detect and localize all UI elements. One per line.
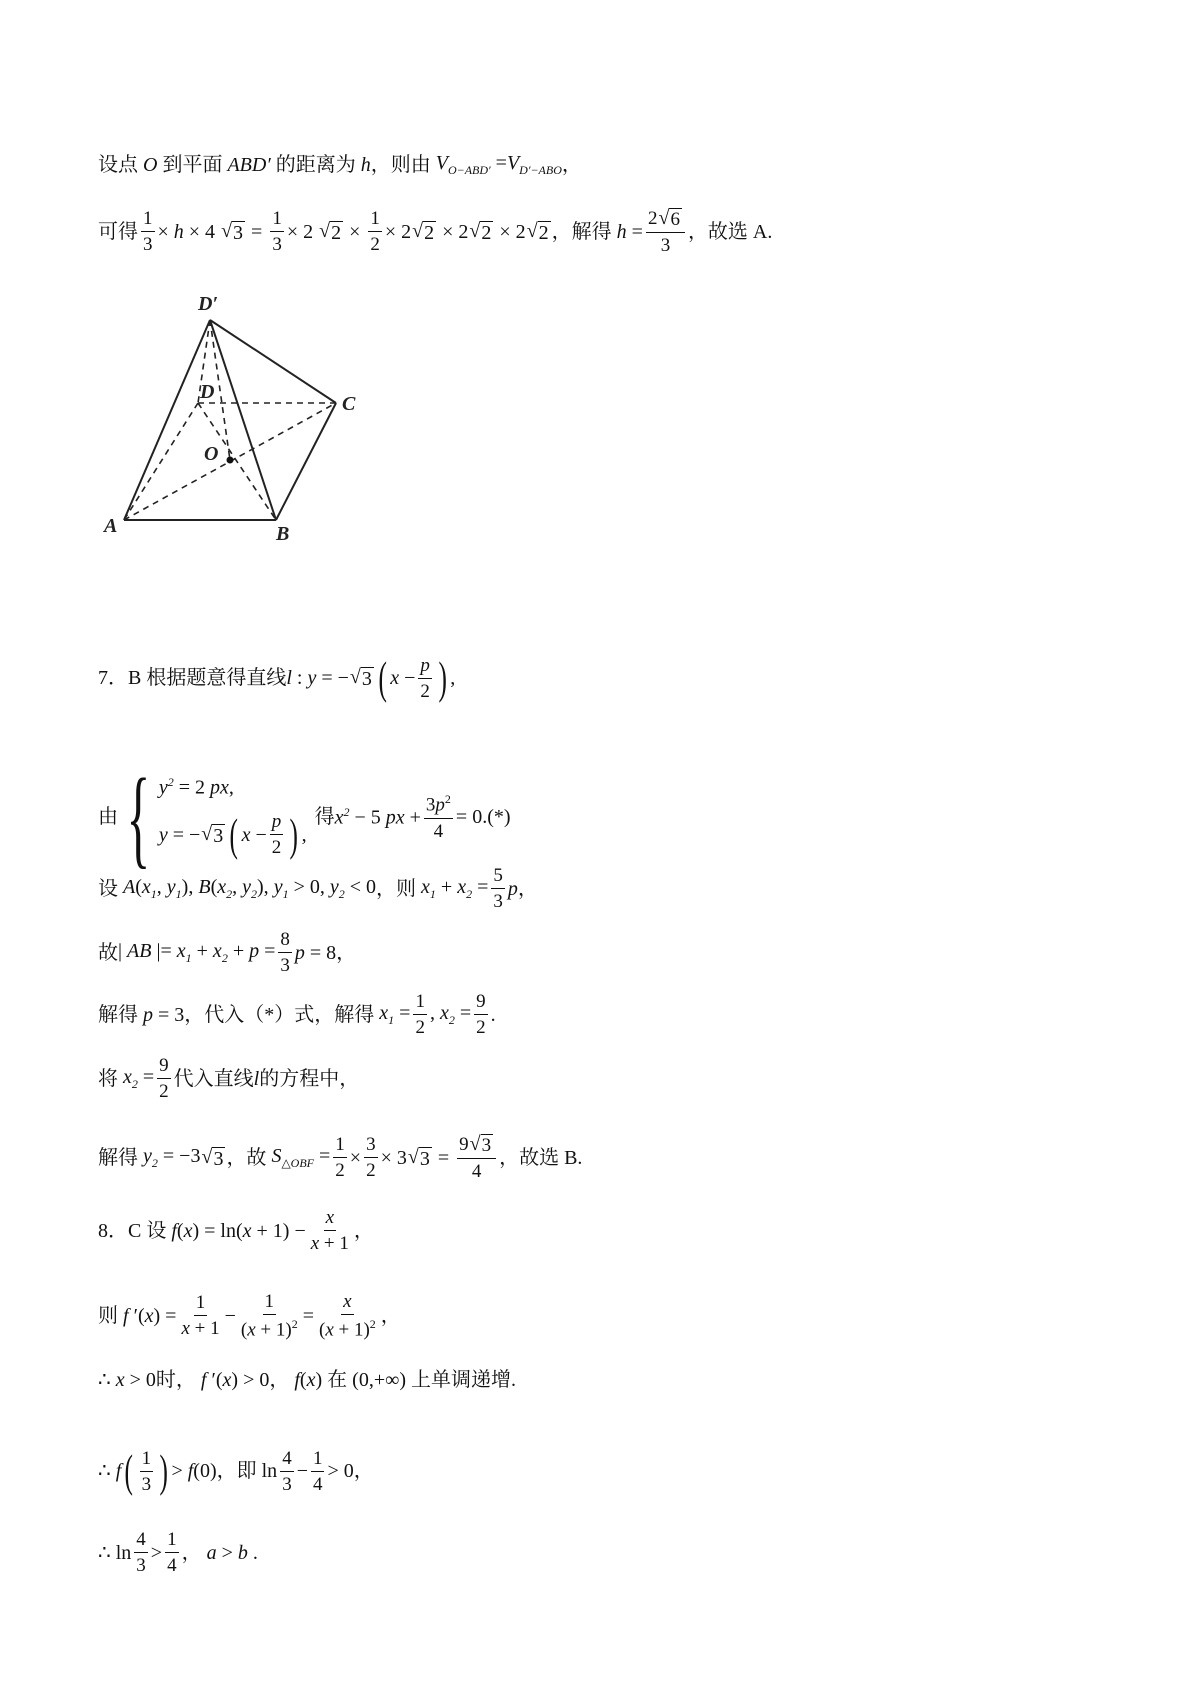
math: h = (611, 220, 643, 243)
fraction: $\frac{1}{2}$ (370, 208, 380, 255)
edge-DpC (210, 320, 336, 403)
text: 的距离为 (275, 153, 356, 176)
text: 时， (155, 1369, 196, 1391)
fraction: $\frac{3p^2}{4}$ (425, 792, 451, 842)
math: l : y = − (286, 667, 349, 689)
q8-line-5 (98, 1530, 258, 1575)
math: × 2 (494, 220, 526, 243)
text: 8．C 设 (98, 1219, 167, 1242)
edge-DpA (124, 320, 210, 520)
math: p (507, 877, 518, 900)
math: , $x_2$ = (429, 1002, 472, 1027)
q8-line-4 (98, 1445, 374, 1496)
math: $S_{\triangle OBF}$ = (271, 1145, 331, 1170)
edge-DpB (210, 320, 276, 520)
text: 代入直线 (173, 1067, 254, 1090)
sqrt: √ 3 (221, 219, 244, 244)
text: ，故 (226, 1146, 272, 1169)
fraction: $\frac{1}{3}$ (143, 208, 153, 255)
q7-line-6 (98, 1056, 359, 1101)
math: > f(0) (171, 1460, 217, 1482)
math: × (344, 220, 366, 243)
math: $x_1 + x_2$ = (416, 876, 489, 901)
math: f(x) (294, 1369, 323, 1391)
text: 可得 (98, 220, 138, 243)
text: 得 (314, 806, 335, 828)
math: = (432, 1146, 455, 1169)
text: ，故选 B. (499, 1146, 583, 1169)
math: > 0 (327, 1460, 354, 1482)
paren: ) (159, 1445, 169, 1496)
fraction: $\frac{5}{3}$ (493, 865, 503, 912)
math: l (253, 1067, 260, 1090)
fraction: $\frac{1}{2}$ (335, 1134, 345, 1181)
math: x > 0 (110, 1369, 156, 1391)
text: ∴ (98, 1541, 111, 1564)
text: ，则 (376, 877, 417, 900)
math-h: h (355, 153, 371, 176)
paren: ( (378, 652, 387, 703)
text: ∴ (98, 1460, 111, 1482)
math: x − (390, 667, 416, 689)
math: × 2 (286, 220, 319, 243)
paren: ( (124, 1445, 134, 1496)
fraction: $\frac{1}{3}$ (272, 208, 282, 255)
math-ABD: ABD′ (222, 153, 276, 176)
text: ， (269, 1369, 295, 1391)
text: , (450, 667, 456, 689)
q7-line-7 (98, 1134, 582, 1181)
sqrt: √ 2 (412, 219, 435, 244)
math: ln (256, 1460, 278, 1482)
sqrt: √ 3 (407, 1145, 430, 1170)
math: = (246, 220, 268, 243)
label-Dp: D′ (198, 293, 219, 315)
text: ， (181, 1541, 207, 1564)
text: 将 (98, 1067, 118, 1090)
text: ，则由 (370, 153, 431, 176)
text: ， (380, 1304, 401, 1327)
fraction: $\frac{x}{x + 1}$ (310, 1207, 349, 1254)
q7-line-3 (98, 866, 538, 911)
math: × 3 (380, 1146, 407, 1169)
label-O: O (204, 443, 219, 465)
text: 设 (98, 877, 118, 900)
brace: { (126, 756, 151, 878)
math: (0,+∞) (347, 1369, 412, 1391)
text: ， (353, 1460, 374, 1482)
fraction: $\frac{9}{2}$ (476, 991, 486, 1038)
sqrt: √ 2 (319, 219, 342, 244)
math: f (110, 1460, 122, 1482)
text: ， (561, 153, 582, 176)
fraction: $\frac{1}{2}$ (415, 991, 425, 1038)
math-volume-eq: $V_{O-ABD'} =V_{D'-ABO}$ (430, 152, 562, 177)
text: ， (517, 877, 538, 900)
fraction: 2 √ 6 3 (646, 208, 685, 255)
math: $y_2 = -3$ (138, 1145, 201, 1170)
math: > (150, 1541, 163, 1564)
fraction: $\frac{8}{3}$ (280, 929, 290, 976)
text: ，代入（*）式，解得 (184, 1003, 375, 1026)
math: f ′(x) > 0 (195, 1369, 270, 1391)
q7-line-4 (98, 930, 356, 975)
text: 则 (98, 1304, 118, 1327)
fraction: $\frac{1}{4}$ (167, 1529, 177, 1576)
math: | AB |= $x_1 + x_2 + p$ = (118, 940, 276, 965)
text: ，即 (216, 1460, 257, 1482)
fraction: $\frac{1}{3}$ (141, 1447, 152, 1495)
paren: ) (438, 652, 447, 703)
q8-line-3 (98, 1370, 516, 1390)
math-O: O (138, 153, 163, 176)
sqrt: √ 3 (201, 1145, 224, 1170)
math: f(x) = ln(x + 1) − (166, 1219, 306, 1242)
fraction: $\frac{3}{2}$ (366, 1134, 376, 1181)
sqrt: √ 2 (526, 219, 549, 244)
q7-line-5 (98, 992, 496, 1037)
text: ，故选 A. (687, 220, 773, 243)
math: × h × 4 (157, 220, 221, 243)
math: a > b (206, 1541, 248, 1564)
fraction: $\frac{x}{(x + 1)^2}$ (318, 1291, 376, 1341)
fraction: $\frac{9}{2}$ (159, 1055, 169, 1102)
math: p = 3 (138, 1003, 185, 1026)
math: $x_2$ = (118, 1066, 155, 1091)
pyramid-figure (104, 293, 370, 550)
math: $x^2 - 5$ px + (334, 805, 421, 829)
equation-system (159, 776, 307, 858)
edge-BC (276, 403, 336, 520)
text: ，解得 (551, 220, 612, 243)
text: 解得 (98, 1003, 138, 1026)
text: 到平面 (162, 153, 223, 176)
equation-1: $y^2 = 2$ px, (158, 775, 234, 799)
q7-system (98, 756, 511, 878)
solution-line-1 (98, 153, 582, 176)
text: 在 (327, 1369, 348, 1391)
label-C: C (342, 393, 356, 415)
math: × 2 (437, 220, 469, 243)
text: 设点 (98, 153, 138, 176)
text: 由 (98, 806, 118, 828)
point-O (227, 457, 234, 464)
q7-line-1 (98, 652, 456, 703)
text: ， (353, 1219, 374, 1242)
math: f ′(x) = (118, 1304, 177, 1327)
text: 上单调递增. (411, 1369, 517, 1391)
label-A: A (104, 515, 118, 537)
fraction: $\frac{1}{(x + 1)^2}$ (240, 1291, 298, 1341)
math: = 0.(*) (455, 806, 511, 828)
fraction: $\frac{1}{x + 1}$ (181, 1292, 220, 1340)
text: 故 (98, 941, 118, 964)
math: = (302, 1304, 314, 1327)
q8-line-1 (98, 1208, 374, 1253)
sqrt: √ 2 (469, 219, 492, 244)
text: ， (336, 941, 357, 964)
math: $x_1$ = (374, 1002, 411, 1027)
fraction: $\frac{4}{3}$ (136, 1529, 146, 1576)
math: p = 8 (294, 941, 337, 964)
fraction: $\frac{1}{4}$ (312, 1447, 323, 1495)
label-B: B (276, 523, 290, 545)
text: ∴ (98, 1369, 111, 1391)
math: × 2 (384, 220, 412, 243)
text: 的方程中， (259, 1067, 360, 1090)
solution-line-2 (98, 208, 772, 255)
fraction: $\frac{4}{3}$ (282, 1447, 292, 1495)
math: ln (110, 1541, 132, 1564)
text: 7．B 根据题意得直线 (98, 667, 287, 689)
sqrt: √ 3 (349, 666, 372, 690)
q8-line-2 (98, 1292, 401, 1339)
fraction: $\frac{p}{2}$ (420, 654, 430, 702)
edge-DA (124, 403, 198, 520)
text: . (490, 1003, 496, 1026)
fraction: 9 √ 3 4 (457, 1134, 496, 1181)
math: × (349, 1146, 362, 1169)
label-D: D (200, 381, 215, 403)
math: $A(x_1$, $y_1$), $B(x_2$, $y_2$), $y_1 > 0$, $y_2 < 0$ (118, 876, 377, 901)
equation-2: y = − √ 3 ( x − $\frac{p}{2}$ ) , (158, 808, 307, 860)
math: − (224, 1304, 236, 1327)
text: . (247, 1541, 258, 1564)
text: 解得 (98, 1146, 138, 1169)
math: − (296, 1460, 308, 1482)
